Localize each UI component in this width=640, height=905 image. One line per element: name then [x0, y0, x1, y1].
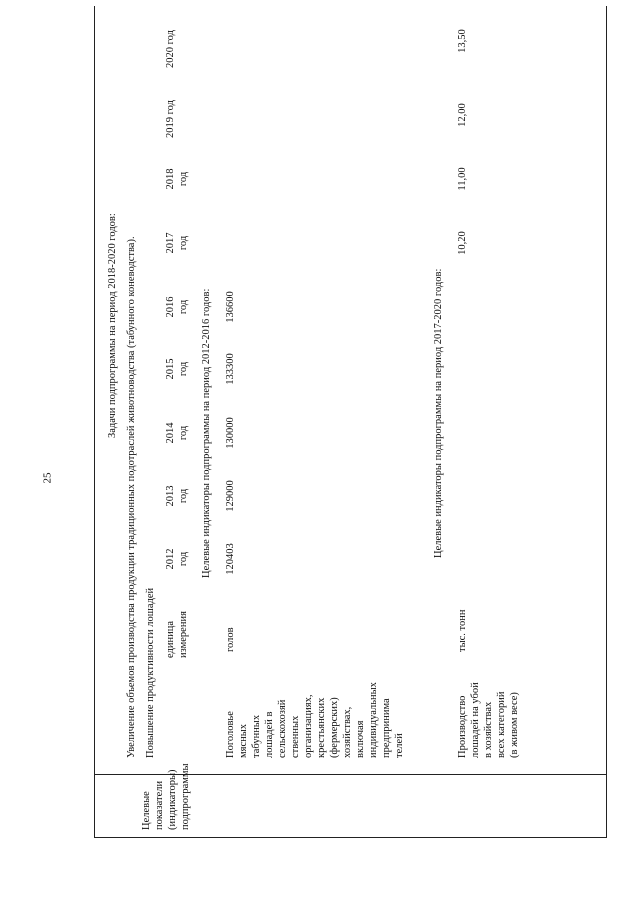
indicator-line: крестьянских — [316, 697, 327, 758]
section1-value: 133300 — [225, 353, 236, 385]
indicator-line: индивидуальных — [368, 682, 379, 758]
indicator-line: (фермерских) — [329, 697, 340, 758]
section1-value: 136600 — [225, 291, 236, 323]
year-header: 2017 год — [165, 232, 189, 254]
section1-title: Целевые индикаторы подпрограммы на период 2012-2016 годов: — [201, 288, 212, 578]
year-header: 2019 год — [165, 100, 176, 138]
indicator-line: организациях, — [303, 694, 314, 758]
section1-indicator — [224, 682, 406, 758]
section2-value: 10,20 — [457, 231, 468, 255]
indicator-line: предпринима — [381, 698, 392, 758]
year-header: 2015 год — [165, 358, 189, 380]
indicator-line: ственных — [290, 715, 301, 758]
unit-header-line: измерения — [178, 611, 189, 658]
tasks-line-1: Увеличение объемов производства продукции традиционных подотраслей животноводства (табунного коневодства). — [126, 236, 137, 758]
indicator-line: (в живом весе) — [509, 692, 520, 758]
year-header: 2018 год — [165, 168, 189, 190]
section2-unit: тыс. тонн — [457, 609, 468, 652]
indicator-line: лошадей на убой — [470, 682, 481, 758]
indicator-line: сельскохозяй — [277, 699, 288, 758]
section1-unit: голов — [225, 627, 236, 652]
section1-value: 129000 — [225, 480, 236, 512]
indicator-line: табунных — [251, 714, 262, 758]
section2-value: 12,00 — [457, 103, 468, 127]
left-label-line: показатели — [154, 780, 165, 830]
year-header: 2020 год — [165, 30, 176, 68]
section2-indicator — [456, 682, 521, 758]
year-header: 2014 год — [165, 422, 189, 444]
rotated-table-sheet — [92, 6, 612, 838]
indicator-line: Поголовье — [225, 711, 236, 758]
section1-value: 130000 — [225, 417, 236, 449]
section2-value: 11,00 — [457, 167, 468, 191]
table-border-top — [94, 6, 95, 838]
left-label-line: (индикаторы) — [167, 769, 178, 830]
year-header: 2016 год — [165, 296, 189, 318]
tasks-title: Задачи подпрограммы на период 2018-2020 годов: — [107, 213, 118, 438]
year-header: 2012 год — [165, 548, 189, 570]
section2-value: 13,50 — [457, 29, 468, 53]
unit-header — [164, 611, 190, 658]
indicator-line: в хозяйствах — [483, 701, 494, 758]
page-number: 25 — [41, 472, 54, 484]
indicator-line: включая — [355, 720, 366, 758]
section1-value: 120403 — [225, 543, 236, 575]
year-header: 2013 год — [165, 485, 189, 507]
tasks-line-2: Повышение продуктивности лошадей — [145, 587, 156, 758]
indicator-line: лошадей в — [264, 711, 275, 758]
indicator-line: мясных — [238, 723, 249, 758]
table-border-left — [94, 837, 606, 838]
indicator-line: Производство — [457, 695, 468, 758]
indicator-line: всех категорий — [496, 691, 507, 758]
left-label-line: подпрограммы — [180, 763, 191, 830]
indicator-line: телей — [394, 733, 405, 758]
left-label-line: Целевые — [141, 791, 152, 830]
indicator-line: хозяйствах, — [342, 706, 353, 758]
section2-title: Целевые индикаторы подпрограммы на период 2017-2020 годов: — [433, 268, 444, 558]
unit-header-line: единица — [165, 620, 176, 658]
table-border-bottom — [606, 6, 607, 838]
